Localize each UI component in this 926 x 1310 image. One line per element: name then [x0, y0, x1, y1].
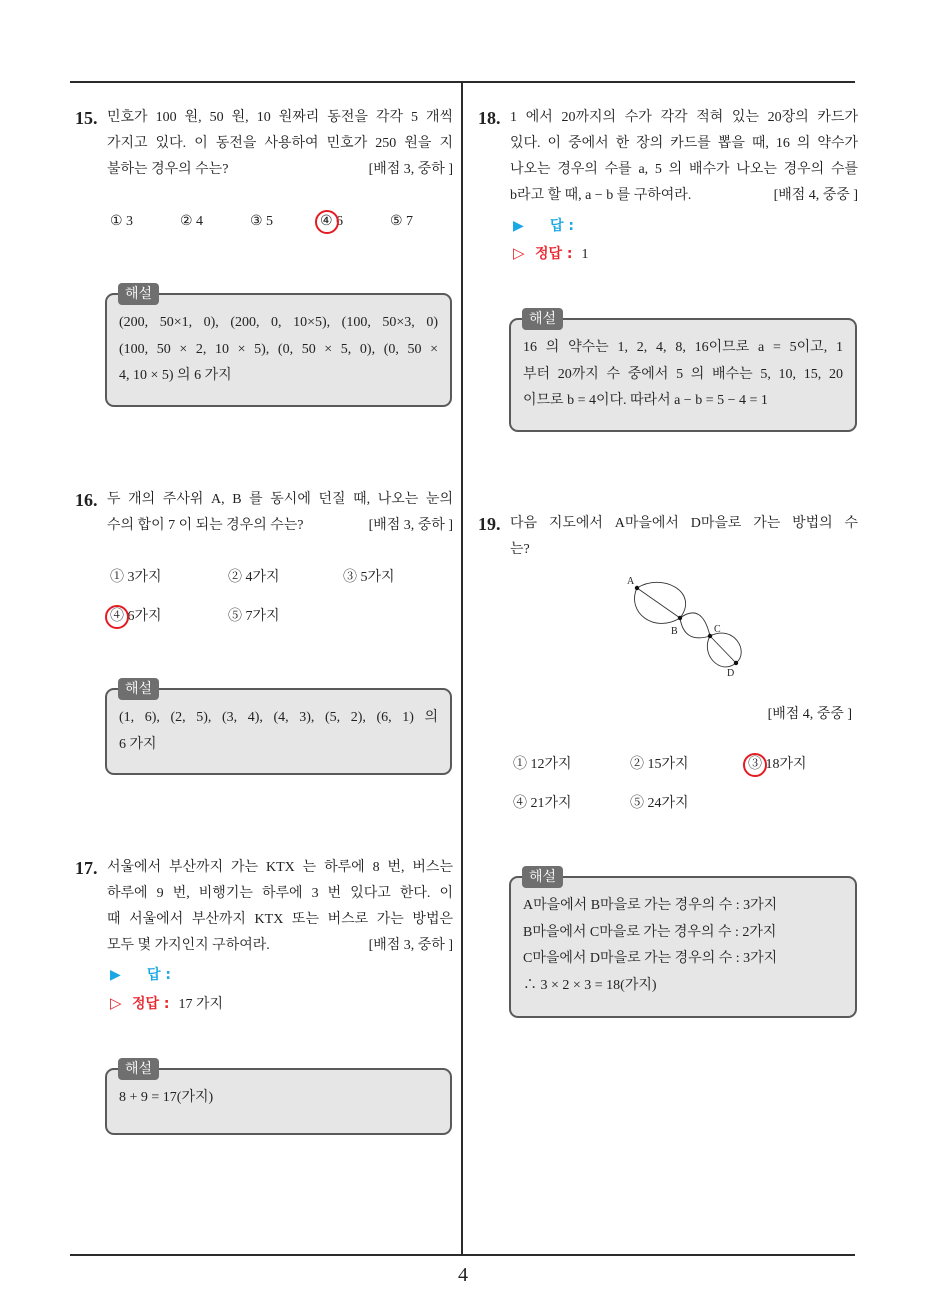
explanation-line: A마을에서 B마을로 가는 경우의 수 : 3가지	[523, 898, 778, 913]
answer-mark-circle	[315, 210, 339, 234]
village-b-point	[678, 616, 682, 620]
question-number: 17.	[75, 858, 98, 878]
question-text-line: 민호가 100 원, 50 원, 10 원짜리 동전을 각각 5 개씩	[107, 110, 453, 125]
village-c-point	[708, 634, 712, 638]
explanation-line: 16 의 약수는 1, 2, 4, 8, 16이므로 a = 5이고, 1	[523, 340, 843, 355]
option-2	[630, 752, 689, 778]
question-15	[75, 105, 455, 185]
answer-mark-circle	[105, 605, 129, 629]
score-tag: [배점 3, 중하 ]	[368, 162, 453, 177]
village-b-label: B	[671, 626, 678, 637]
correct-answer-line	[513, 240, 589, 268]
option-label: ① 12가지	[513, 757, 572, 772]
explanation-tab: 해설	[118, 1058, 159, 1080]
page-number: 4	[458, 1264, 468, 1286]
explanation-tab: 해설	[522, 866, 563, 888]
option-1	[513, 752, 572, 778]
option-label: ② 4가지	[228, 570, 280, 585]
question-16	[75, 487, 455, 539]
option-1	[110, 565, 162, 591]
option-4	[110, 604, 162, 630]
question-text-line: 가지고 있다. 이 동전을 사용하여 민호가 250 원을 지	[107, 136, 453, 151]
answer-label: 답 :	[550, 218, 574, 234]
play-triangle-icon: ▶	[110, 967, 121, 983]
option-3	[343, 565, 395, 591]
village-map-diagram	[620, 572, 750, 684]
option-2	[180, 209, 203, 235]
question-text-line: 불하는 경우의 수는?	[107, 162, 229, 177]
question-text-line: 하루에 9 번, 비행기는 하루에 3 번 있다고 한다. 이	[107, 886, 453, 901]
question-text-line: 다음 지도에서 A마을에서 D마을로 가는 방법의 수	[510, 516, 858, 531]
score-tag: [배점 4, 중중 ]	[773, 188, 858, 203]
option-3	[250, 209, 273, 235]
explanation-box	[105, 681, 452, 775]
question-number: 16.	[75, 490, 98, 510]
route-a-b-upper	[637, 582, 686, 618]
explanation-line: 6 가지	[119, 736, 157, 752]
explanation-box	[509, 311, 857, 432]
route-c-d-straight	[710, 636, 736, 663]
correct-answer-value: 17 가지	[178, 997, 224, 1012]
question-19	[478, 511, 860, 563]
option-5	[390, 209, 413, 235]
answer-label: 답 :	[147, 967, 171, 983]
option-label: ① 3	[110, 214, 134, 229]
village-d-label: D	[727, 668, 735, 679]
question-last-line	[107, 513, 453, 539]
option-label: ⑤ 7	[390, 214, 414, 229]
answer-line	[110, 962, 171, 988]
question-text-line: 나오는 경우의 수를 a, 5 의 배수가 나오는 경우의 수를	[510, 162, 858, 177]
question-17	[75, 855, 455, 959]
option-3	[748, 752, 807, 778]
question-text-line: 있다. 이 중에서 한 장의 카드를 뽑을 때, 16 의 약수가	[510, 136, 858, 151]
correct-answer-value: 1	[581, 247, 589, 262]
option-5	[630, 791, 689, 817]
score-tag: [배점 3, 중하 ]	[368, 518, 453, 533]
question-18	[478, 105, 860, 209]
explanation-line: 부터 20까지 수 중에서 5 의 배수는 5, 10, 15, 20	[523, 366, 843, 382]
option-4	[320, 209, 343, 235]
play-triangle-icon: ▶	[513, 218, 524, 234]
question-text	[510, 105, 858, 209]
question-last-line	[107, 933, 453, 959]
correct-answer-label: 정답 :	[132, 996, 170, 1012]
village-a-point	[635, 586, 639, 590]
question-text-line: 수의 합이 7 이 되는 경우의 수는?	[107, 518, 304, 533]
route-b-c-lower	[680, 618, 710, 638]
open-triangle-icon: ▷	[110, 994, 122, 1012]
question-text-line: 두 개의 주사위 A, B 를 동시에 던질 때, 나오는 눈의	[107, 492, 453, 507]
top-rule	[70, 81, 855, 83]
explanation-line: (1, 6), (2, 5), (3, 4), (4, 3), (5, 2), (6, 1) 의	[119, 710, 438, 725]
explanation-box	[509, 869, 857, 1018]
explanation-line: ∴ 3 × 2 × 3 = 18(가지)	[523, 977, 657, 993]
option-label: ③ 5가지	[343, 570, 395, 585]
explanation-tab: 해설	[118, 678, 159, 700]
correct-answer-label: 정답 :	[535, 246, 573, 262]
question-last-line	[107, 157, 453, 183]
explanation-line: 8 + 9 = 17(가지)	[119, 1090, 214, 1105]
question-text-line: b라고 할 때, a − b 를 구하여라.	[510, 188, 692, 203]
option-label: ② 4	[180, 214, 204, 229]
route-a-b-lower	[635, 588, 680, 623]
question-number: 19.	[478, 514, 501, 534]
explanation-tab: 해설	[118, 283, 159, 305]
option-5	[228, 604, 280, 630]
question-text-line: 모두 몇 가지인지 구하여라.	[107, 938, 270, 953]
open-triangle-icon: ▷	[513, 244, 525, 262]
question-last-line	[510, 183, 858, 209]
explanation-box	[105, 1061, 452, 1135]
option-4	[513, 791, 572, 817]
question-number: 15.	[75, 108, 98, 128]
explanation-line: 이므로 b = 4이다. 따라서 a − b = 5 − 4 = 1	[523, 393, 768, 408]
option-label: ③ 5	[250, 214, 274, 229]
village-d-point	[734, 661, 738, 665]
option-label: ⑤ 24가지	[630, 796, 689, 811]
village-a-label: A	[627, 576, 635, 587]
route-b-c-upper	[680, 613, 710, 636]
option-1	[110, 209, 133, 235]
route-c-d-left	[707, 636, 736, 667]
answer-line	[513, 213, 574, 239]
route-a-b-straight	[637, 588, 680, 618]
score-tag: [배점 4, 중중 ]	[767, 707, 852, 722]
explanation-line: (200, 50×1, 0), (200, 0, 10×5), (100, 50×3, 0)	[119, 315, 438, 330]
bottom-rule	[70, 1254, 855, 1256]
explanation-tab: 해설	[522, 308, 563, 330]
option-label: ② 15가지	[630, 757, 689, 772]
question-number: 18.	[478, 108, 501, 128]
explanation-line: C마을에서 D마을로 가는 경우의 수 : 3가지	[523, 951, 778, 966]
column-divider	[461, 82, 463, 1255]
question-text-line: 1 에서 20까지의 수가 각각 적혀 있는 20장의 카드가	[510, 110, 858, 125]
question-text	[510, 511, 858, 563]
explanation-line: 4, 10 × 5) 의 6 가지	[119, 368, 232, 383]
option-label: ④ 6	[320, 214, 344, 229]
option-label: ① 3가지	[110, 570, 162, 585]
explanation-line: B마을에서 C마을로 가는 경우의 수 : 2가지	[523, 924, 777, 940]
explanation-box	[105, 286, 452, 407]
correct-answer-line	[110, 990, 223, 1018]
question-text	[107, 855, 453, 959]
question-text	[107, 487, 453, 539]
option-label: ⑤ 7가지	[228, 609, 280, 624]
explanation-line: (100, 50 × 2, 10 × 5), (0, 50 × 5, 0), (0, 50 ×	[119, 341, 438, 357]
option-label: ④ 21가지	[513, 796, 572, 811]
option-2	[228, 565, 280, 591]
score-tag: [배점 3, 중하 ]	[368, 938, 453, 953]
answer-mark-circle	[743, 753, 767, 777]
question-text	[107, 105, 453, 183]
village-c-label: C	[714, 624, 721, 635]
option-label: ④ 6가지	[110, 609, 162, 624]
option-label: ③ 18가지	[748, 757, 807, 772]
route-c-d-right	[710, 633, 741, 663]
question-text-line: 서울에서 부산까지 가는 KTX 는 하루에 8 번, 버스는	[107, 860, 453, 875]
question-text-line: 는?	[510, 542, 530, 557]
question-text-line: 때 서울에서 부산까지 KTX 또는 버스로 가는 방법은	[107, 912, 453, 927]
